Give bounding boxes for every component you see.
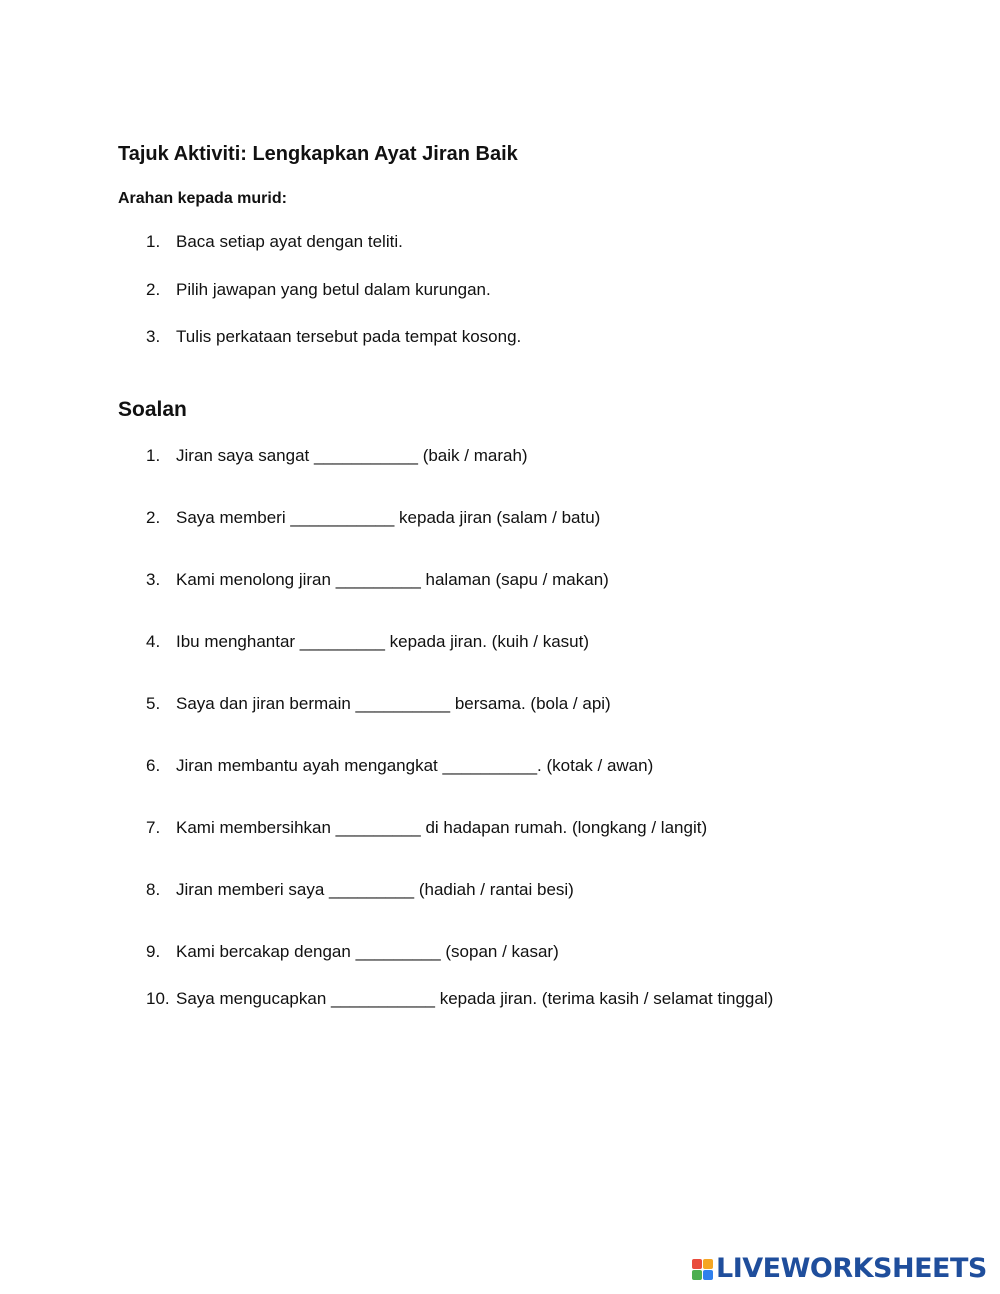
question-text: Saya memberi ___________ kepada jiran (salam / batu) bbox=[176, 508, 601, 527]
instruction-text: Tulis perkataan tersebut pada tempat kosong. bbox=[176, 327, 522, 346]
instruction-number: 3. bbox=[146, 327, 161, 346]
question-item bbox=[146, 940, 559, 964]
question-item bbox=[146, 816, 707, 840]
logo-tile-v bbox=[692, 1270, 702, 1280]
instruction-text: Pilih jawapan yang betul dalam kurungan. bbox=[176, 280, 491, 299]
instruction-item bbox=[146, 325, 521, 349]
question-number: 6. bbox=[146, 756, 161, 775]
question-number: 4. bbox=[146, 632, 161, 651]
logo-tile-l bbox=[692, 1259, 702, 1269]
question-number: 3. bbox=[146, 570, 161, 589]
logo-tile-e bbox=[703, 1270, 713, 1280]
instruction-number: 2. bbox=[146, 280, 161, 299]
question-number: 9. bbox=[146, 942, 161, 961]
question-item bbox=[146, 506, 600, 530]
instruction-item bbox=[146, 230, 403, 254]
liveworksheets-brand bbox=[692, 1254, 987, 1284]
question-text: Saya dan jiran bermain __________ bersama. (bola / api) bbox=[176, 694, 611, 713]
question-text: Jiran membantu ayah mengangkat __________. (kotak / awan) bbox=[176, 756, 654, 775]
question-text: Ibu menghantar _________ kepada jiran. (kuih / kasut) bbox=[176, 632, 589, 651]
question-number: 2. bbox=[146, 508, 161, 527]
instruction-item bbox=[146, 278, 491, 302]
question-text: Kami bercakap dengan _________ (sopan / kasar) bbox=[176, 942, 559, 961]
instruction-text: Baca setiap ayat dengan teliti. bbox=[176, 232, 403, 251]
questions-heading: Soalan bbox=[118, 398, 187, 421]
liveworksheets-logo-icon bbox=[692, 1259, 713, 1280]
question-text: Kami membersihkan _________ di hadapan rumah. (longkang / langit) bbox=[176, 818, 708, 837]
question-number: 10. bbox=[146, 989, 170, 1008]
instructions-heading: Arahan kepada murid: bbox=[118, 190, 287, 207]
question-item bbox=[146, 568, 609, 592]
question-number: 8. bbox=[146, 880, 161, 899]
question-number: 7. bbox=[146, 818, 161, 837]
question-number: 5. bbox=[146, 694, 161, 713]
question-text: Kami menolong jiran _________ halaman (sapu / makan) bbox=[176, 570, 609, 589]
question-text: Jiran saya sangat ___________ (baik / marah) bbox=[176, 446, 528, 465]
question-item bbox=[146, 630, 589, 654]
question-item bbox=[146, 754, 653, 778]
page-title: Tajuk Aktiviti: Lengkapkan Ayat Jiran Baik bbox=[118, 143, 518, 165]
question-item bbox=[146, 692, 611, 716]
question-item bbox=[146, 878, 574, 902]
question-text: Saya mengucapkan ___________ kepada jiran. (terima kasih / selamat tinggal) bbox=[176, 989, 774, 1008]
brand-name: LIVEWORKSHEETS bbox=[716, 1253, 987, 1284]
instruction-number: 1. bbox=[146, 232, 161, 251]
question-text: Jiran memberi saya _________ (hadiah / rantai besi) bbox=[176, 880, 574, 899]
question-item bbox=[146, 987, 773, 1011]
question-item bbox=[146, 444, 528, 468]
question-number: 1. bbox=[146, 446, 161, 465]
logo-tile-i bbox=[703, 1259, 713, 1269]
